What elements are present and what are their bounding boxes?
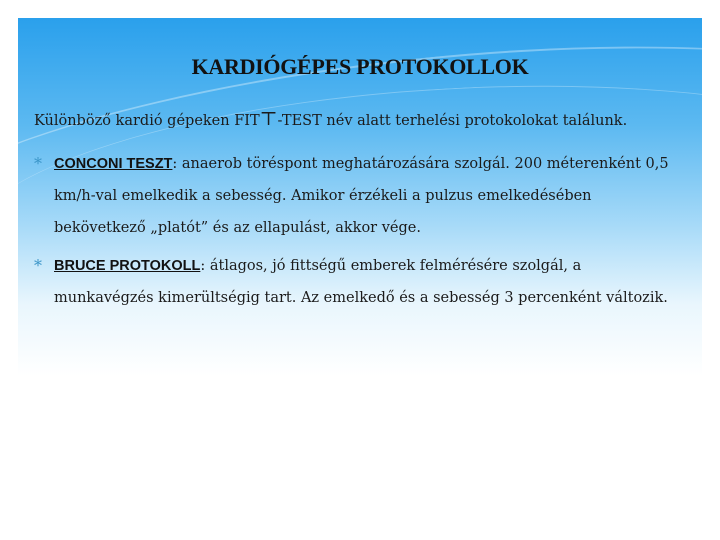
bullet-asterisk-icon: * — [34, 256, 42, 275]
intro-text-before: Különböző kardió gépeken FIT — [34, 113, 260, 129]
intro-text-after: -TEST név alatt terhelési protokolokat találunk. — [277, 113, 628, 129]
bullet-text: : átlagos, jó fittségű emberek felmérésére szolgál, a munkavégzés kimerültségig tart. Az emelkedő és a sebesség 3 percenként változik. — [54, 258, 668, 306]
list-item-bruce — [34, 250, 670, 314]
protocol-list — [34, 148, 670, 320]
list-item-conconi — [34, 148, 670, 244]
bullet-term: BRUCE PROTOKOLL — [54, 258, 201, 274]
bullet-asterisk-icon: * — [34, 154, 42, 173]
intro-paragraph — [34, 110, 694, 129]
bullet-text: : anaerob töréspont meghatározására szolgál. 200 méterenként 0,5 km/h-val emelkedik a sebesség. Amikor érzékeli a pulzus emelkedésében bekövetkező „platót” és az ellapulást, akkor vége. — [54, 156, 669, 236]
bullet-term: CONCONI TESZT — [54, 156, 173, 172]
intro-symbol: ⊤ — [259, 108, 278, 130]
slide-title: KARDIÓGÉPES PROTOKOLLOK — [191, 54, 529, 79]
